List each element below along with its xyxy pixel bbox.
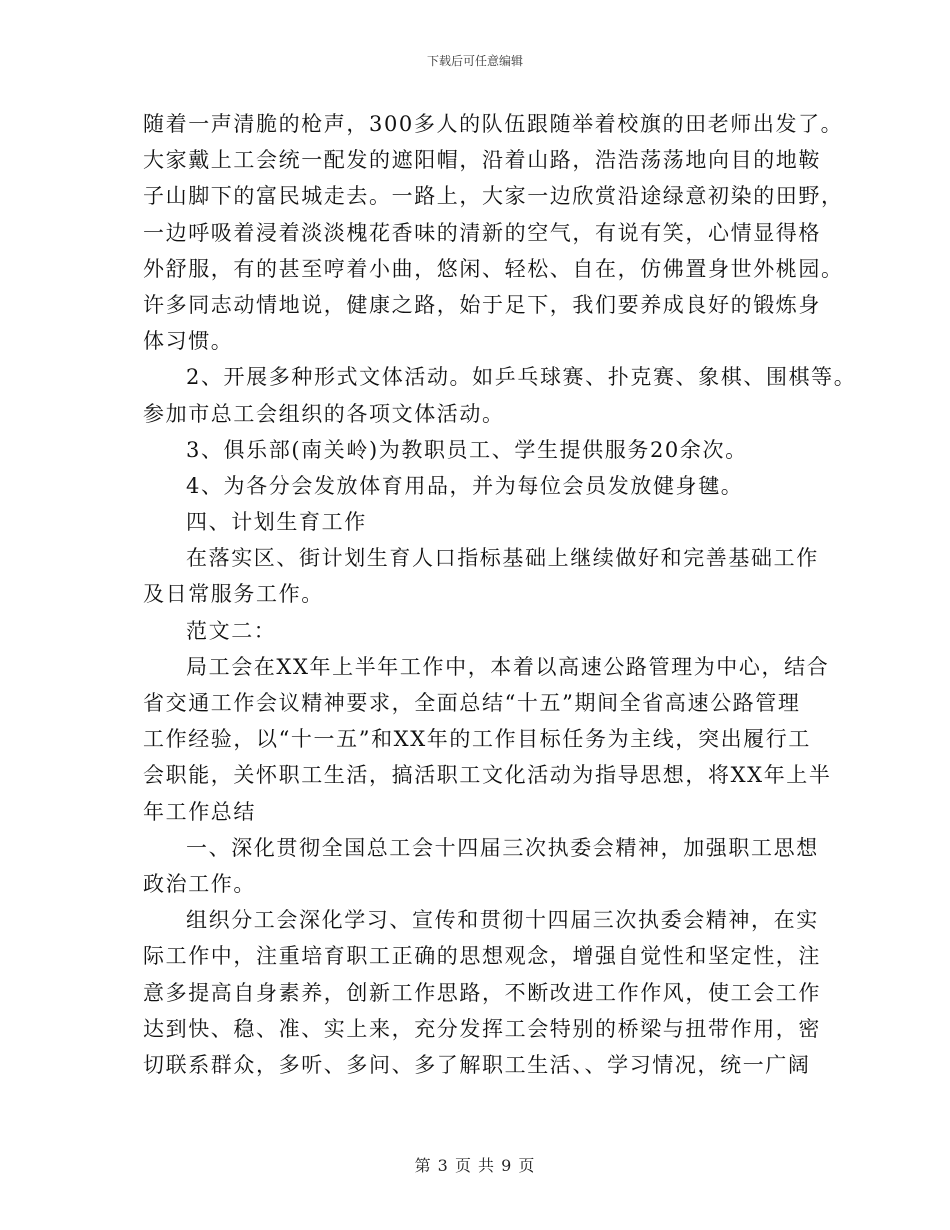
text-line: 及日常服务工作。	[143, 582, 324, 607]
text-line: 达到快、稳、准、实上来，充分发挥工会特别的桥梁与扭带作用，密	[143, 1016, 821, 1041]
text-line: 省交通工作会议精神要求，全面总结“十五”期间全省高速公路管理	[143, 691, 801, 715]
section-heading: 范文二：	[186, 618, 277, 643]
page-header: 下载后可任意编辑	[426, 54, 523, 68]
text-line: 意多提高自身素养，创新工作思路，不断改进工作作风，使工会工作	[143, 980, 821, 1005]
text-line: 会职能，关怀职工生活，搞活职工文化活动为指导思想，将XX年上半	[143, 763, 832, 788]
text-line: 组织分工会深化学习、宣传和贯彻十四届三次执委会精神，在实	[186, 908, 819, 933]
text-line: 际工作中，注重培育职工正确的思想观念，增强自觉性和坚定性，注	[143, 944, 821, 969]
text-line: 局工会在XX年上半年工作中，本着以高速公路管理为中心，结合	[186, 654, 830, 679]
text-line: 大家戴上工会统一配发的遮阳帽，沿着山路，浩浩荡荡地向目的地鞍	[143, 148, 821, 173]
text-line: 许多同志动情地说，健康之路，始于足下，我们要养成良好的锻炼身	[143, 292, 821, 317]
text-line: 工作经验，以“十一五”和XX年的工作目标任务为主线，突出履行工	[143, 727, 811, 752]
text-line: 2、开展多种形式文体活动。如乒乓球赛、扑克赛、象棋、围棋等。	[186, 365, 857, 390]
text-line: 年工作总结	[143, 799, 256, 824]
document-body	[143, 106, 857, 1083]
page-number-footer: 第 3 页 共 9 页	[414, 1156, 536, 1175]
text-line: 参加市总工会组织的各项文体活动。	[143, 401, 505, 426]
section-heading: 一、深化贯彻全国总工会十四届三次执委会精神，加强职工思想	[186, 835, 819, 860]
section-heading: 四、计划生育工作	[186, 510, 367, 535]
text-line: 政治工作。	[143, 871, 256, 896]
text-line: 一边呼吸着浸着淡淡槐花香味的清新的空气，有说有笑，心情显得格	[143, 220, 821, 245]
text-line: 切联系群众，多听、多问、多了解职工生活、、学习情况，统一广阔	[143, 1052, 811, 1077]
text-line: 4、为各分会发放体育用品，并为每位会员发放健身毽。	[186, 473, 744, 498]
text-line: 外舒服，有的甚至哼着小曲，悠闲、轻松、自在，仿佛置身世外桃园。	[143, 256, 844, 281]
text-line: 3、俱乐部(南关岭)为教职员工、学生提供服务20余次。	[186, 437, 748, 462]
text-line: 随着一声清脆的枪声，300多人的队伍跟随举着校旗的田老师出发了。	[143, 112, 844, 136]
text-line: 体习惯。	[143, 329, 234, 354]
text-line: 在落实区、街计划生育人口指标基础上继续做好和完善基础工作	[186, 546, 819, 571]
text-line: 子山脚下的富民城走去。一路上，大家一边欣赏沿途绿意初染的田野，	[143, 184, 844, 209]
